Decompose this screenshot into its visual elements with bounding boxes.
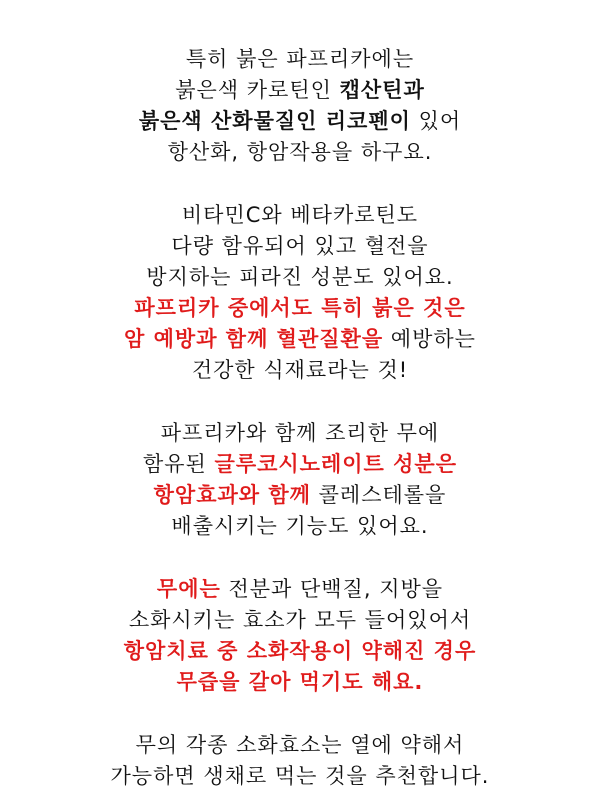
text-span: 항산화, 항암작용을 하구요. (167, 140, 433, 164)
text-span: 있어 (410, 109, 462, 133)
text-line (0, 75, 600, 106)
highlight-text-span: 항암치료 중 소화작용이 약해진 경우 (123, 639, 477, 663)
paragraph-vitamin-c (0, 200, 600, 386)
paragraph-radish-enzymes (0, 574, 600, 698)
bold-text-span: 붉은색 산화물질인 리코펜이 (138, 109, 411, 133)
highlight-text-span: 무즙을 갈아 먹기도 해요. (176, 670, 424, 694)
text-span: 건강한 식재료라는 것! (191, 358, 409, 382)
text-span: 비타민C와 베타카로틴도 (181, 203, 419, 227)
text-span: 가능하면 생채로 먹는 것을 추천합니다. (110, 764, 490, 788)
text-line (0, 480, 600, 511)
highlight-text-span: 파프리카 중에서도 특히 붉은 것은 (134, 296, 466, 320)
text-span: 전분과 단백질, 지방을 (220, 577, 444, 601)
text-span: 다량 함유되어 있고 혈전을 (171, 234, 429, 258)
text-line (0, 355, 600, 386)
highlight-text-span: 항암효과와 함께 (153, 483, 311, 507)
text-line (0, 574, 600, 605)
text-line (0, 200, 600, 231)
text-span: 특히 붉은 파프리카에는 (185, 47, 415, 71)
text-span: 콜레스테롤을 (310, 483, 447, 507)
text-line (0, 730, 600, 761)
paragraph-radish-glucosinolate (0, 418, 600, 542)
paragraph-paprika-carotene (0, 44, 600, 168)
text-span: 파프리카와 함께 조리한 무에 (160, 421, 440, 445)
text-line (0, 324, 600, 355)
text-line (0, 449, 600, 480)
text-line (0, 761, 600, 792)
text-span: 무의 각종 소화효소는 열에 약해서 (135, 733, 465, 757)
paragraph-raw-recommendation (0, 730, 600, 792)
highlight-text-span: 암 예방과 함께 혈관질환을 (124, 327, 384, 351)
text-span: 방지하는 피라진 성분도 있어요. (146, 265, 454, 289)
highlight-text-span: 글루코시노레이트 성분은 (214, 452, 457, 476)
text-line (0, 106, 600, 137)
text-line (0, 511, 600, 542)
text-span: 예방하는 (383, 327, 476, 351)
highlight-text-span: 무에는 (156, 577, 221, 601)
text-line (0, 667, 600, 698)
text-span: 소화시키는 효소가 모두 들어있어서 (128, 608, 472, 632)
text-span: 함유된 (142, 452, 215, 476)
text-line (0, 262, 600, 293)
text-line (0, 293, 600, 324)
text-span: 배출시키는 기능도 있어요. (171, 514, 429, 538)
text-span: 붉은색 카로틴인 (175, 78, 340, 102)
text-line (0, 418, 600, 449)
text-line (0, 231, 600, 262)
bold-text-span: 캡산틴과 (339, 78, 425, 102)
text-line (0, 605, 600, 636)
text-line (0, 44, 600, 75)
text-line (0, 137, 600, 168)
text-line (0, 636, 600, 667)
